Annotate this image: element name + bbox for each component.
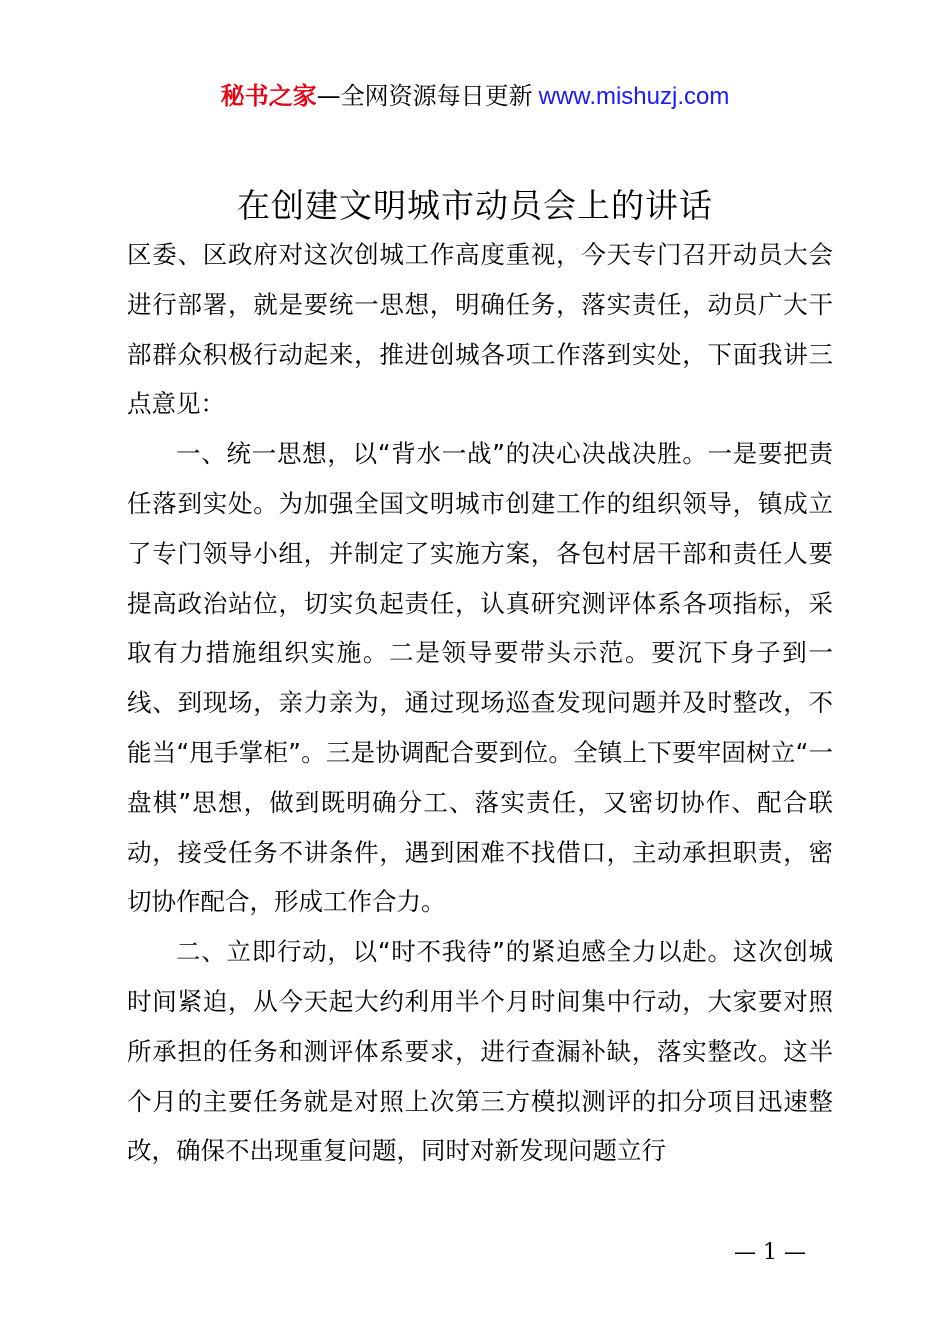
header-slogan: —全网资源每日更新: [316, 82, 533, 110]
paragraph-intro: 区委、区政府对这次创城工作高度重视，今天专门召开动员大会进行部署，就是要统一思想，明确任务，落实责任，动员广大干部群众积极行动起来，推进创城各项工作落到实处，下面我讲三点意见：: [127, 240, 833, 419]
brand-name: 秘书之家: [220, 82, 317, 110]
document-body: [127, 230, 833, 1176]
page-number: — 1 —: [734, 1240, 806, 1265]
site-header: [0, 80, 950, 113]
document-title: 在创建文明城市动员会上的讲话: [237, 186, 713, 225]
site-url-link[interactable]: www.mishuzj.com: [538, 83, 730, 110]
paragraph-point-two: 二、立即行动，以“时不我待”的紧迫感全力以赴。这次创城时间紧迫，从今天起大约利用半个月时间集中行动，大家要对照所承担的任务和测评体系要求，进行查漏补缺，落实整改。这半个月的主要任务就是对照上次第三方模拟测评的扣分项目迅速整改，确保不出现重复问题，同时对新发现问题立行: [127, 937, 833, 1166]
paragraph-point-one: 一、统一思想，以“背水一战”的决心决战决胜。一是要把责任落到实处。为加强全国文明城市创建工作的组织领导，镇成立了专门领导小组，并制定了实施方案，各包村居干部和责任人要提高政治站位，切实负起责任，认真研究测评体系各项指标，采取有力措施组织实施。二是领导要带头示范。要沉下身子到一线、到现场，亲力亲为，通过现场巡查发现问题并及时整改，不能当“甩手掌柜”。三是协调配合要到位。全镇上下要牢固树立“一盘棋”思想，做到既明确分工、落实责任，又密切协作、配合联动，接受任务不讲条件，遇到困难不找借口，主动承担职责，密切协作配合，形成工作合力。: [127, 439, 833, 917]
